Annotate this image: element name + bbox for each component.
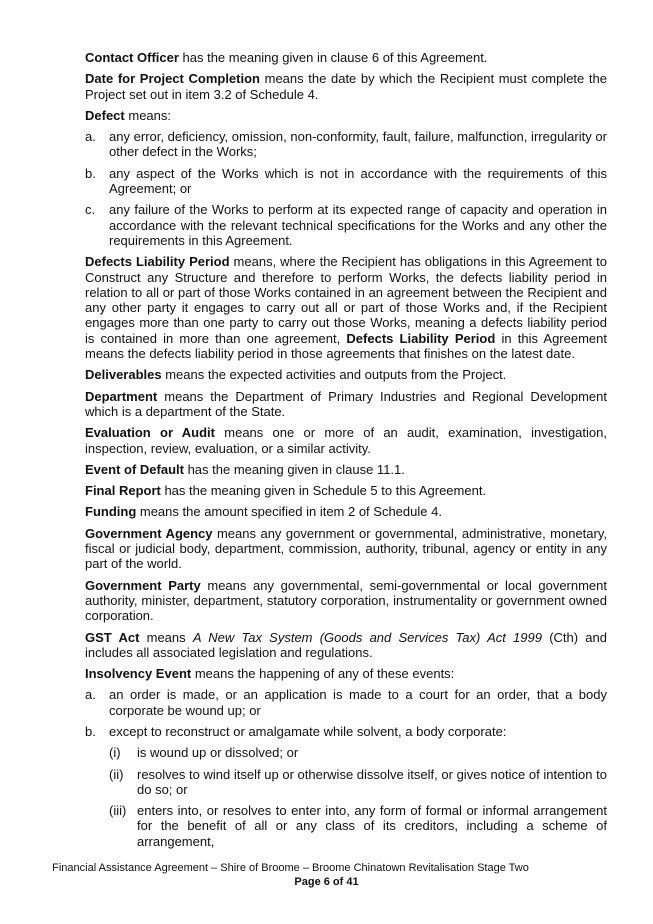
sub-list-label: (ii): [109, 766, 124, 782]
term: Date for Project Completion: [85, 71, 260, 87]
definition-evaluation: [85, 425, 607, 456]
sub-list-item: [109, 767, 607, 798]
definition-text: means one or more of an audit, examination, investigation, inspection, review, evaluation, or a similar activity.: [85, 425, 607, 456]
definition-text: means any governmental, semi-governmental or local government authority, minister, department, statutory corporation, instrumentality or government owned corporation.: [85, 577, 608, 624]
term: GST Act: [85, 629, 140, 645]
list-label: c.: [85, 202, 96, 218]
term: Defect: [85, 107, 125, 123]
list-item: [85, 724, 607, 739]
sub-list-item: [109, 803, 607, 849]
footer-title: Financial Assistance Agreement – Shire of Broome – Broome Chinatown Revitalisation Stage Two: [52, 862, 529, 874]
definition-text-secondary: in this Agreement means the defects liability period in those agreements that finishes on the latest date.: [85, 330, 607, 362]
term: Contact Officer: [85, 50, 179, 65]
definition-text: means any government or governmental, administrative, monetary, fiscal or judicial body, department, commission, authority, tribunal, agency or entity in any part of the world.: [85, 525, 607, 572]
definition-text: means the amount specified in item 2 of Schedule 4.: [136, 504, 442, 520]
definition-text: means the date by which the Recipient must complete the Project set out in item 3.2 of Schedule 4.: [85, 71, 607, 102]
term: Government Agency: [85, 525, 213, 541]
term: Funding: [85, 504, 137, 520]
term: Government Party: [85, 577, 201, 593]
sub-list-text: is wound up or dissolved; or: [137, 745, 299, 761]
list-label: a.: [85, 687, 96, 703]
sub-list-label: (i): [109, 745, 121, 761]
list-text: except to reconstruct or amalgamate while solvent, a body corporate:: [109, 723, 507, 739]
definition-gov-agency: [85, 526, 607, 572]
definition-deliverables: [85, 367, 607, 382]
act-title: A New Tax System (Goods and Services Tax) Act 1999: [192, 629, 542, 645]
sub-list-item: [109, 745, 607, 760]
list-item: [85, 166, 607, 197]
definition-text: means: [139, 629, 193, 645]
sub-list-text: enters into, or resolves to enter into, any form of formal or informal arrangement for the benefit of all or any class of its creditors, including a scheme of arrangement,: [137, 803, 607, 849]
definition-text: has the meaning given in clause 6 of this Agreement.: [178, 50, 488, 65]
definition-funding: [85, 504, 607, 519]
list-label: b.: [85, 723, 96, 739]
definition-text: has the meaning given in clause 11.1.: [183, 461, 405, 477]
term: Deliverables: [85, 367, 162, 383]
term: Department: [85, 388, 158, 404]
list-item: [85, 687, 607, 718]
definition-text: means the expected activities and outputs from the Project.: [161, 367, 507, 383]
term-secondary: Defects Liability Period: [346, 330, 496, 346]
definition-text: means the Department of Primary Industries and Regional Development which is a department of the State.: [85, 388, 607, 419]
list-text: any failure of the Works to perform at its expected range of capacity and operation in accordance with the relevant technical specifications for the Works and any other the requirements in this Agreement.: [109, 202, 607, 248]
list-item: [85, 129, 607, 160]
definition-defects-liability: [85, 254, 607, 361]
definition-gst-act: [85, 630, 607, 661]
definition-date-completion: [85, 71, 607, 102]
definition-text-secondary: (Cth) and includes all associated legislation and regulations.: [85, 629, 607, 660]
sub-list-text: resolves to wind itself up or otherwise dissolve itself, or gives notice of intention to do so; or: [137, 766, 607, 797]
term: Insolvency Event: [85, 666, 192, 682]
definition-text: has the meaning given in Schedule 5 to this Agreement.: [160, 483, 487, 499]
definition-final-report: [85, 483, 607, 498]
definition-text: means, where the Recipient has obligations in this Agreement to Construct any Structure and therefore to perform Works, the defects liability period in relation to all or part of those Works contained in an agreement between the Recipient and any other party it engages to carry out all or part of those Works and, if the Recipient engages more than one party to carry out those Works, meaning a defects liability period is contained in more than one agreement,: [85, 254, 608, 346]
term: Event of Default: [85, 461, 184, 477]
list-label: a.: [85, 129, 96, 145]
term: Final Report: [85, 483, 161, 499]
list-text: any aspect of the Works which is not in accordance with the requirements of this Agreement; or: [109, 165, 607, 197]
defect-list: [85, 129, 607, 248]
definition-contact-officer: [85, 50, 607, 65]
list-item: [85, 202, 607, 248]
definition-department: [85, 389, 607, 420]
list-label: b.: [85, 165, 96, 181]
document-body: [85, 50, 607, 855]
list-text: an order is made, or an application is made to a court for an order, that a body corporate be wound up; or: [109, 687, 607, 718]
term: Defects Liability Period: [85, 254, 230, 270]
page-number: Page 6 of 41: [294, 876, 359, 888]
sub-list-label: (iii): [109, 803, 127, 819]
list-text: any error, deficiency, omission, non-conformity, fault, failure, malfunction, irregularity or other defect in the Works;: [109, 129, 607, 160]
definition-defect: [85, 108, 607, 123]
definition-text: means:: [124, 107, 171, 123]
term: Evaluation or Audit: [85, 425, 215, 441]
definition-text: means the happening of any of these events:: [191, 666, 455, 682]
definition-insolvency: [85, 666, 607, 681]
definition-event-default: [85, 462, 607, 477]
definition-gov-party: [85, 578, 607, 624]
